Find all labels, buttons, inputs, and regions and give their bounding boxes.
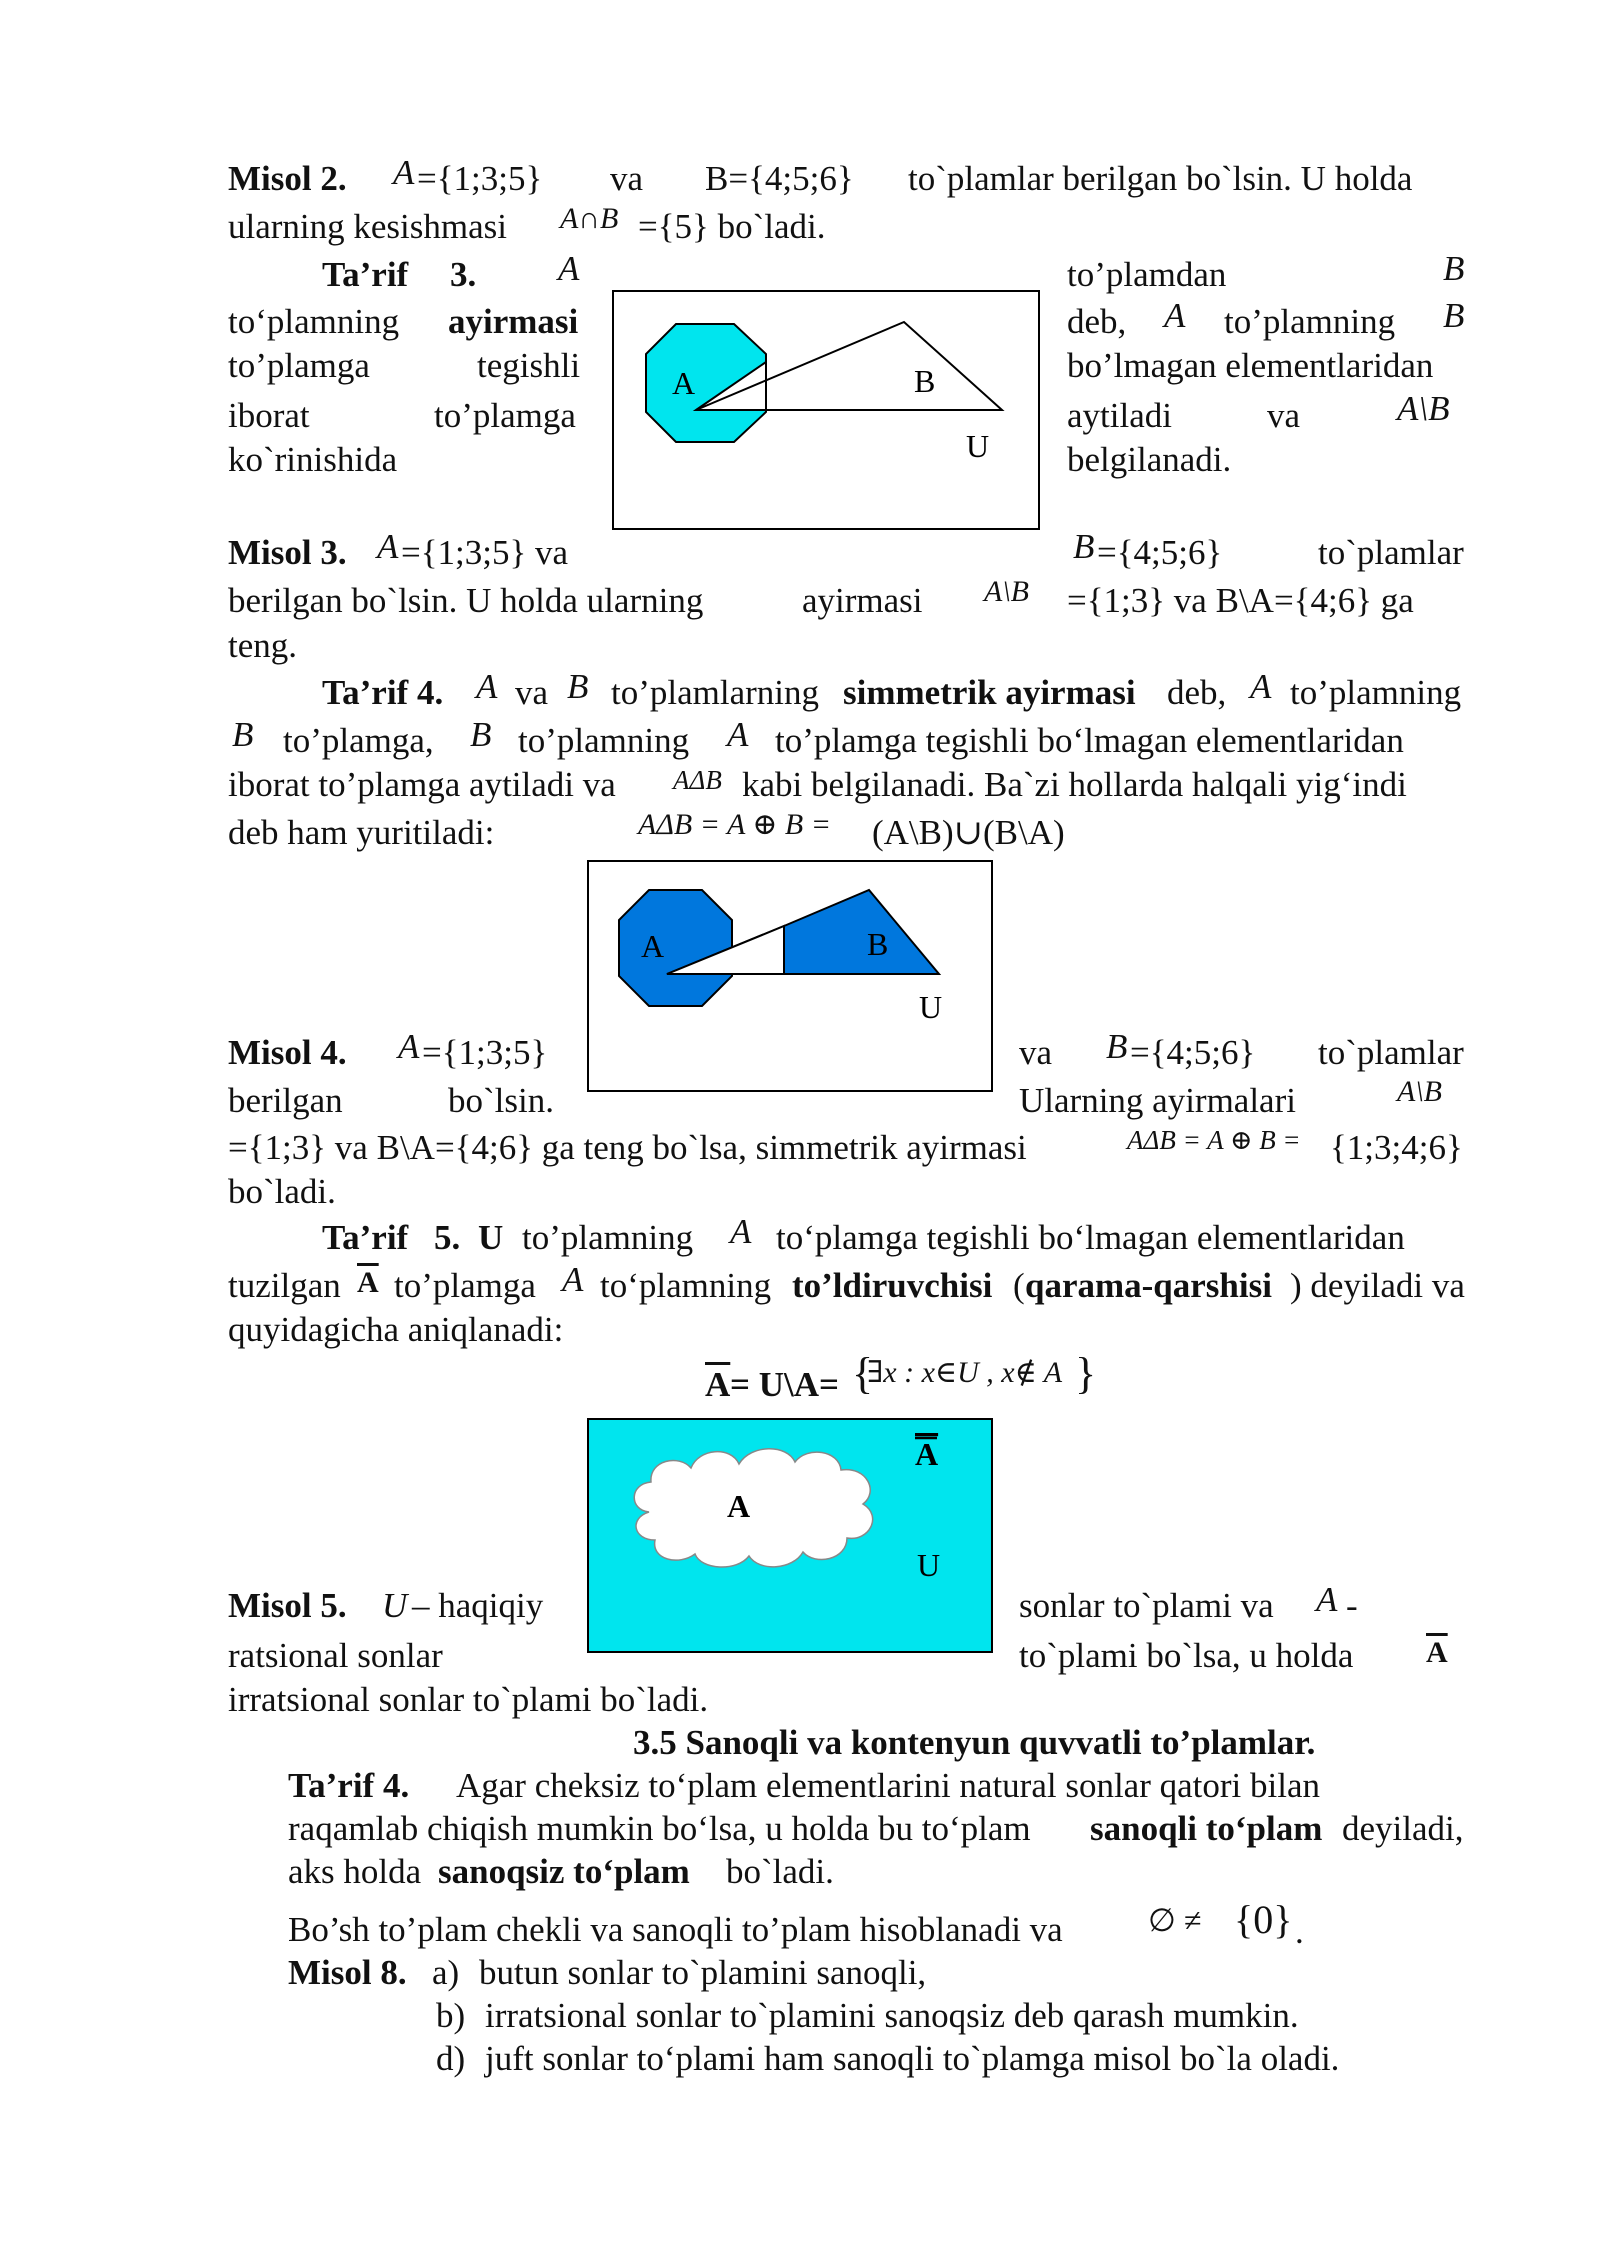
- misol3-label: Misol 3.: [228, 533, 347, 572]
- misol4-l2d: A\B: [1397, 1075, 1442, 1108]
- tarif4-line1a: to’plamlarning: [611, 673, 820, 712]
- tarif4b-l4: Bo’sh to’plam chekli va sanoqli to’plam hisoblanadi va: [288, 1910, 1063, 1949]
- tarif5-number: 5.: [434, 1218, 461, 1257]
- tarif4b-l2-bold: sanoqli to‘plam: [1090, 1809, 1323, 1848]
- tarif3-left5: ko`rinishida: [228, 440, 398, 479]
- difference-diagram-svg: [614, 292, 1038, 528]
- misol8-a-marker: a): [432, 1953, 460, 1992]
- tarif3-left3b: tegishli: [477, 346, 581, 385]
- complement-formula-left: = U\A=: [730, 1365, 839, 1404]
- tarif4b-l4-formula: ∅ ≠: [1148, 1902, 1202, 1938]
- misol4-setA-value: ={1;3;5}: [422, 1033, 548, 1072]
- tarif4b-l3a: aks holda: [288, 1852, 422, 1891]
- diagram-label-u: U: [966, 428, 990, 464]
- misol4-setB-value: ={4;5;6}: [1130, 1033, 1256, 1072]
- tarif5-setU: U: [478, 1218, 504, 1257]
- misol5-setU: U: [382, 1586, 408, 1625]
- tarif5-l2c: to‘plamning: [600, 1266, 772, 1305]
- diagram-label-a: A: [641, 928, 665, 964]
- tarif4-l3b: kabi belgilanadi. Ba`zi hollarda halqali yig‘indi: [742, 765, 1407, 804]
- diagram-label-b: B: [867, 926, 889, 962]
- misol2-intersection: A∩B: [560, 202, 619, 235]
- complement-diagram-svg: [589, 1420, 991, 1651]
- tarif3-right2b: to’plamning: [1224, 302, 1396, 341]
- tarif4-setB: B: [567, 667, 589, 706]
- misol4-l2a: berilgan: [228, 1081, 343, 1120]
- diagram-label-u: U: [919, 989, 943, 1025]
- tarif4b-l1: Agar cheksiz to‘plam elementlarini natural sonlar qatori bilan: [456, 1766, 1320, 1805]
- set-a-octagon: [619, 890, 732, 1006]
- misol5-l2a: ratsional sonlar: [228, 1636, 443, 1675]
- misol3-line2b: ayirmasi: [802, 581, 923, 620]
- misol5-l2b: to`plami bo`lsa, u holda: [1019, 1636, 1354, 1675]
- misol4-setB: B: [1106, 1027, 1128, 1066]
- tarif3-right2A: A: [1164, 296, 1186, 335]
- tarif3-left4a: iborat: [228, 396, 310, 435]
- misol3-setB: B: [1073, 527, 1095, 566]
- misol2-va: va: [610, 159, 644, 198]
- misol5-dash: -: [1346, 1586, 1358, 1625]
- misol4-l3a: ={1;3} va B\A={4;6} ga teng bo`lsa, simmetrik ayirmasi: [228, 1128, 1027, 1167]
- diagram-label-a: A: [727, 1488, 751, 1524]
- tarif5-l3: quyidagicha aniqlanadi:: [228, 1310, 564, 1349]
- symmetric-difference-diagram: [587, 860, 993, 1092]
- tarif3-setB: B: [1443, 249, 1465, 288]
- tarif5-l2e: ) deyiladi va: [1290, 1266, 1465, 1305]
- tarif4b-label: Ta’rif 4.: [288, 1766, 410, 1805]
- tarif3-right1: to’plamdan: [1067, 255, 1227, 294]
- complement-diagram: [587, 1418, 993, 1653]
- misol2-setA-value: ={1;3;5}: [417, 159, 543, 198]
- tarif4-l2b: to’plamning: [518, 721, 690, 760]
- tarif3-right2a: deb,: [1067, 302, 1127, 341]
- diagram-label-abar: A: [915, 1436, 939, 1472]
- misol2-label: Misol 2.: [228, 159, 347, 198]
- tarif4-l2-setB: B: [232, 715, 254, 754]
- misol3-setB-value: ={4;5;6}: [1097, 533, 1223, 572]
- misol4-label: Misol 4.: [228, 1033, 347, 1072]
- tarif5-l2-abar: $\overline{A}$: [357, 1266, 379, 1299]
- misol5-l3: irratsional sonlar to`plami bo`ladi.: [228, 1680, 709, 1719]
- tarif4-label: Ta’rif 4.: [322, 673, 444, 712]
- misol2-intersection-value: ={5} bo`ladi.: [638, 207, 826, 246]
- misol3-line2a: berilgan bo`lsin. U holda ularning: [228, 581, 704, 620]
- misol5-l1a: – haqiqiy: [412, 1586, 544, 1625]
- tarif5-l2d: (: [1013, 1266, 1025, 1305]
- misol2-line2: ularning kesishmasi: [228, 207, 507, 246]
- tarif4-va: va: [515, 673, 549, 712]
- tarif3-right2B: B: [1443, 296, 1465, 335]
- misol3-setA-value: ={1;3;5} va: [401, 533, 569, 572]
- tarif4b-l3b: bo`ladi.: [726, 1852, 834, 1891]
- misol8-b-text: irratsional sonlar to`plamini sanoqsiz deb qarash mumkin.: [485, 1996, 1299, 2035]
- tarif4-setA2: A: [1250, 667, 1272, 706]
- tarif5-label: Ta’rif: [322, 1218, 409, 1257]
- tarif3-right3: bo’lmagan elementlaridan: [1067, 346, 1434, 385]
- misol3-setA: A: [377, 527, 399, 566]
- tarif4-l2c: to’plamga tegishli bo‘lmagan elementlaridan: [775, 721, 1404, 760]
- diagram-label-b: B: [914, 363, 936, 399]
- tarif5-l1-setA: A: [730, 1212, 752, 1251]
- tarif5-l1a: to’plamning: [522, 1218, 694, 1257]
- tarif4b-l3-bold: sanoqsiz to‘plam: [438, 1852, 690, 1891]
- tarif4b-l4-dot: .: [1295, 1912, 1304, 1951]
- tarif5-l1b: to‘plamga tegishli bo‘lmagan elementlaridan: [776, 1218, 1405, 1257]
- misol8-b-marker: b): [436, 1996, 466, 2035]
- tarif3-right4b: va: [1267, 396, 1301, 435]
- brace-right: }: [1075, 1349, 1097, 1398]
- tarif4-l2-setB2: B: [470, 715, 492, 754]
- tarif4-l2-setA: A: [727, 715, 749, 754]
- tarif4-l2a: to’plamga,: [283, 721, 434, 760]
- tarif4-l4a: deb ham yuritiladi:: [228, 813, 495, 852]
- tarif3-left3a: to’plamga: [228, 346, 370, 385]
- tarif4b-l2a: raqamlab chiqish mumkin bo‘lsa, u holda bu to‘plam: [288, 1809, 1031, 1848]
- misol4-l3-formula: AΔB = A ⊕ B =: [1127, 1125, 1301, 1155]
- symmetric-difference-diagram-svg: [589, 862, 991, 1090]
- set-a-cloud: [634, 1449, 872, 1567]
- tarif3-left2a: to‘plamning: [228, 302, 400, 341]
- misol4-setA: A: [398, 1027, 420, 1066]
- tarif3-left2b: ayirmasi: [448, 302, 579, 341]
- complement-formula-set: ∃x : x∈U , x∉ A: [867, 1356, 1063, 1389]
- tarif4-setA: A: [476, 667, 498, 706]
- misol3-right1: to`plamlar: [1318, 533, 1464, 572]
- misol5-l1b: sonlar to`plami va: [1019, 1586, 1274, 1625]
- tarif3-label: Ta’rif: [322, 255, 409, 294]
- tarif4-l4-formula: AΔB = A ⊕ B =: [638, 808, 831, 841]
- tarif3-number: 3.: [450, 255, 477, 294]
- misol8-d-text: juft sonlar to‘plami ham sanoqli to`plamga misol bo`la oladi.: [485, 2039, 1340, 2078]
- misol4-l4: bo`ladi.: [228, 1172, 336, 1211]
- tarif4-bold-term: simmetrik ayirmasi: [843, 673, 1136, 712]
- tarif4-line1b: deb,: [1167, 673, 1227, 712]
- complement-formula-abar: $\overline{A}$: [705, 1365, 731, 1404]
- misol3-line2d: ={1;3} va B\A={4;6} ga: [1067, 581, 1414, 620]
- misol5-abar: $\overline{A}$: [1426, 1636, 1448, 1669]
- tarif4b-l4-set: {0}: [1234, 1897, 1293, 1942]
- tarif3-setA: A: [558, 249, 580, 288]
- misol2-setA: A: [393, 153, 415, 192]
- misol4-l2c: Ularning ayirmalari: [1019, 1081, 1296, 1120]
- diagram-label-u: U: [917, 1547, 941, 1583]
- misol5-setA: A: [1316, 1580, 1338, 1619]
- tarif3-right4a: aytiladi: [1067, 396, 1172, 435]
- tarif3-right5: belgilanadi.: [1067, 440, 1232, 479]
- section-title: 3.5 Sanoqli va kontenyun quvvatli to’plamlar.: [633, 1723, 1316, 1762]
- brace-left: {: [852, 1349, 874, 1398]
- tarif5-l2-setA: A: [562, 1260, 584, 1299]
- misol4-va: va: [1019, 1033, 1053, 1072]
- difference-diagram: [612, 290, 1040, 530]
- tarif4-line1c: to’plamning: [1290, 673, 1462, 712]
- diagram-label-a: A: [672, 365, 696, 401]
- tarif4-l3-symbol: AΔB: [673, 765, 722, 795]
- tarif5-l2-bold2: qarama-qarshisi: [1025, 1266, 1272, 1305]
- misol3-line2c: A\B: [984, 575, 1029, 608]
- misol8-label: Misol 8.: [288, 1953, 407, 1992]
- misol8-d-marker: d): [436, 2039, 466, 2078]
- misol3-line3: teng.: [228, 626, 298, 665]
- tarif4-l4-rest: (A\B)∪(B\A): [872, 813, 1065, 852]
- tarif3-left4b: to’plamga: [434, 396, 576, 435]
- misol4-l2b: bo`lsin.: [448, 1081, 554, 1120]
- misol8-a-text: butun sonlar to`plamini sanoqli,: [479, 1953, 927, 1992]
- misol2-text: to`plamlar berilgan bo`lsin. U holda: [908, 159, 1413, 198]
- misol4-right1: to`plamlar: [1318, 1033, 1464, 1072]
- tarif3-right4c: A\B: [1397, 389, 1450, 428]
- tarif5-l2b: to’plamga: [394, 1266, 536, 1305]
- tarif4-l3a: iborat to’plamga aytiladi va: [228, 765, 616, 804]
- tarif4b-l2b: deyiladi,: [1342, 1809, 1464, 1848]
- misol2-setB: B={4;5;6}: [705, 159, 854, 198]
- misol5-label: Misol 5.: [228, 1586, 347, 1625]
- misol4-l3-value: {1;3;4;6}: [1330, 1128, 1463, 1167]
- tarif5-l2-bold: to’ldiruvchisi: [792, 1266, 993, 1305]
- tarif5-l2a: tuzilgan: [228, 1266, 341, 1305]
